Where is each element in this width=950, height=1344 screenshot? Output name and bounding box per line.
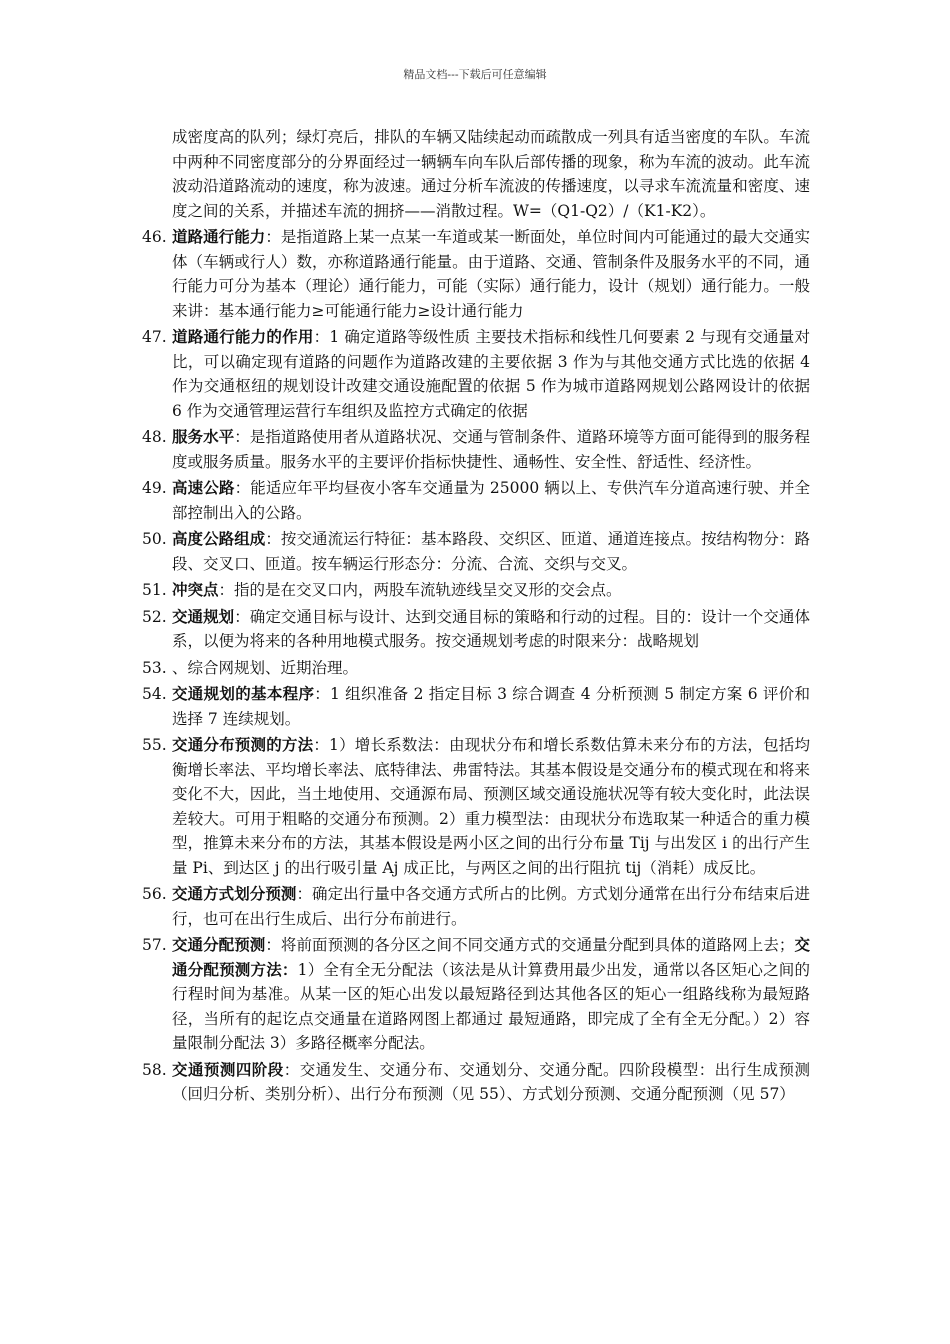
item-text: ：1）增长系数法：由现状分布和增长系数估算未来分布的方法，包括均衡增长率法、平均增长率法、底特律法、弗雷特法。其基本假设是交通分布的模式现在和将来变化不大，因此，当土地使用、交通源布局、预测区域交通设施状况等有较大变化时，此法误差较大。可用于粗略的交通分布预测。2）重力模型法：由现状分布选取某一种适合的重力模型，推算未来分布的方法，其基本假设是两小区之间的出行分布量 Tij 与出发区 i 的出行产生量 Pi、到达区 j 的出行吸引量 Aj 成正比，与两区之间的出行阻抗 tij（消耗）成反比。 bbox=[172, 736, 810, 877]
item-text: 、综合网规划、近期治理。 bbox=[172, 658, 359, 677]
item-text: ：将前面预测的各分区之间不同交通方式的交通量分配到具体的道路网上去； bbox=[265, 936, 795, 954]
list-item-49 bbox=[142, 476, 810, 525]
item-number: 57. bbox=[142, 936, 167, 954]
item-term: 交通方式划分预测 bbox=[172, 884, 297, 903]
item-term: 交通分配预测 bbox=[172, 935, 266, 954]
item-number: 48. bbox=[142, 428, 167, 446]
item-term: 冲突点 bbox=[172, 580, 219, 599]
list-item-51 bbox=[142, 578, 810, 603]
item-number: 51. bbox=[142, 581, 167, 599]
item-text: ：1 组织准备 2 指定目标 3 综合调查 4 分析预测 5 制定方案 6 评价和选择 7 连续规划。 bbox=[172, 685, 810, 728]
intro-paragraph: 成密度高的队列；绿灯亮后，排队的车辆又陆续起动而疏散成一列具有适当密度的车队。车流中两种不同密度部分的分界面经过一辆辆车向车队后部传播的现象，称为车流的波动。此车流波动沿道路流动的速度，称为波速。通过分析车流波的传播速度，以寻求车流流量和密度、速度之间的关系，并描述车流的拥挤——消散过程。W=（Q1-Q2）/（K1-K2）。 bbox=[172, 128, 810, 220]
item-term: 道路通行能力 bbox=[172, 227, 266, 246]
list-item-57 bbox=[142, 933, 810, 1056]
item-number: 50. bbox=[142, 530, 167, 548]
item-text: ：交通发生、交通分布、交通划分、交通分配。四阶段模型：出行生成预测（回归分析、类别分析）、出行分布预测（见 55）、方式划分预测、交通分配预测（见 57） bbox=[172, 1060, 810, 1103]
item-term: 高度公路组成 bbox=[172, 529, 266, 548]
list-item-52 bbox=[142, 605, 810, 654]
list-item-58 bbox=[142, 1058, 810, 1107]
item-subterm: 交通分配预测方法： bbox=[172, 935, 810, 979]
list-item-54 bbox=[142, 682, 810, 731]
document-body bbox=[142, 125, 810, 1107]
list-item-46 bbox=[142, 225, 810, 323]
list-item-55 bbox=[142, 733, 810, 880]
item-term: 交通分布预测的方法 bbox=[172, 735, 314, 754]
page-header: 精品文档---下载后可任意编辑 bbox=[403, 68, 547, 81]
item-term: 服务水平 bbox=[172, 427, 235, 446]
item-text: ：指的是在交叉口内，两股车流轨迹线呈交叉形的交会点。 bbox=[218, 581, 622, 599]
item-text: ：确定交通目标与设计、达到交通目标的策略和行动的过程。目的：设计一个交通体系，以便为将来的各种用地模式服务。按交通规划考虑的时限来分：战略规划 bbox=[172, 607, 810, 650]
item-number: 46. bbox=[142, 228, 167, 246]
item-number: 53. bbox=[142, 658, 167, 677]
item-text: ：确定出行量中各交通方式所占的比例。方式划分通常在出行分布结束后进行，也可在出行生成后、出行分布前进行。 bbox=[172, 885, 810, 928]
item-number: 47. bbox=[142, 328, 167, 346]
item-number: 58. bbox=[142, 1060, 167, 1079]
item-text: ：是指道路使用者从道路状况、交通与管制条件、道路环境等方面可能得到的服务程度或服务质量。服务水平的主要评价指标快捷性、通畅性、安全性、舒适性、经济性。 bbox=[172, 428, 810, 471]
item-term: 交通规划 bbox=[172, 606, 235, 626]
item-term: 交通预测四阶段 bbox=[172, 1059, 284, 1079]
item-number: 49. bbox=[142, 479, 167, 497]
list-item-47 bbox=[142, 325, 810, 423]
item-text: ：按交通流运行特征：基本路段、交织区、匝道、通道连接点。按结构物分：路段、交叉口、匝道。按车辆运行形态分：分流、合流、交织与交叉。 bbox=[172, 530, 810, 573]
item-term: 高速公路 bbox=[172, 478, 235, 497]
item-number: 55. bbox=[142, 736, 167, 754]
list-item-56 bbox=[142, 882, 810, 931]
list-item-53 bbox=[142, 656, 810, 681]
item-text: ：能适应年平均昼夜小客车交通量为 25000 辆以上、专供汽车分道高速行驶、并全部控制出入的公路。 bbox=[172, 479, 810, 522]
item-text: ：1 确定道路等级性质 主要技术指标和线性几何要素 2 与现有交通量对比，可以确定现有道路的问题作为道路改建的主要依据 3 作为与其他交通方式比选的依据 4 作为交通枢纽的规划设计改建交通设施配置的依据 5 作为城市道路网规划公路网设计的依据 6 作为交通管理运营行车组织及监控方式确定的依据 bbox=[172, 328, 810, 420]
list-item-50 bbox=[142, 527, 810, 576]
list-item-48 bbox=[142, 425, 810, 474]
item-text: ：是指道路上某一点某一车道或某一断面处，单位时间内可能通过的最大交通实体（车辆或行人）数，亦称道路通行能量。由于道路、交通、管制条件及服务水平的不同，通行能力可分为基本（理论）通行能力，可能（实际）通行能力，设计（规划）通行能力。一般来讲：基本通行能力≥可能通行能力≥设计通行能力 bbox=[172, 228, 810, 320]
item-subtext: 1）全有全无分配法（该法是从计算费用最少出发，通常以各区矩心之间的行程时间为基准。从某一区的矩心出发以最短路径到达其他各区的矩心一组路线称为最短路径，当所有的起讫点交通量在道路网图上都通过 最短通路，即完成了全有全无分配。）2）容量限制分配法 3）多路径概率分配法。 bbox=[172, 960, 810, 1052]
item-number: 52. bbox=[142, 607, 167, 626]
item-number: 54. bbox=[142, 685, 167, 703]
item-term: 交通规划的基本程序 bbox=[172, 684, 315, 703]
item-term: 道路通行能力的作用 bbox=[172, 327, 314, 346]
item-number: 56. bbox=[142, 885, 167, 903]
